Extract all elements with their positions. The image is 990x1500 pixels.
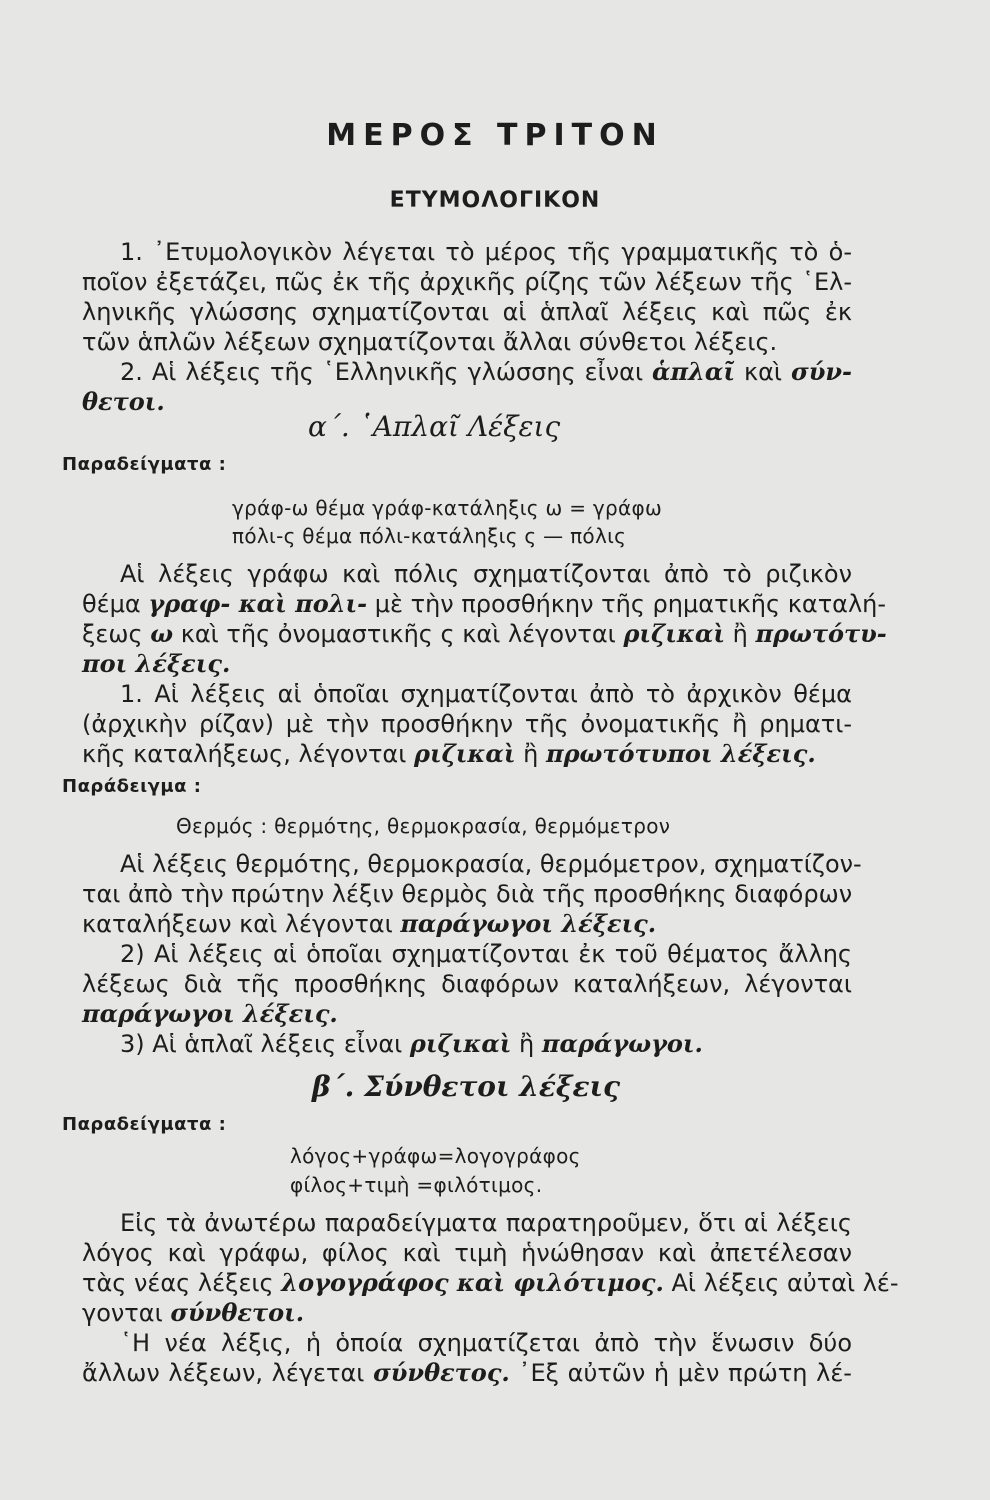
para5-line2: ται ἀπὸ τὴν πρώτην λέξιν θερμὸς διὰ τῆς προσθήκης διαφόρων xyxy=(82,880,853,908)
text: ἄλλων λέξεων, λέγεται xyxy=(82,1359,365,1387)
example-c-line2: φίλος+τιμὴ =φιλότιμος. xyxy=(290,1173,543,1197)
text: ἢ xyxy=(519,1030,535,1058)
text: κῆς καταλήξεως, λέγονται xyxy=(82,740,407,768)
subsection-a-heading: α΄. ῾Απλαῖ Λέξεις xyxy=(308,410,561,443)
italic-term: ω xyxy=(150,619,174,648)
text: γονται xyxy=(82,1299,163,1327)
text: τὰς νέας λέξεις xyxy=(82,1269,274,1297)
para3-line1: Αἱ λέξεις γράφω καὶ πόλις σχηματίζονται ἀπὸ τὸ ριζικὸν xyxy=(120,560,852,588)
para8-line1: Εἰς τὰ ἀνωτέρω παραδείγματα παρατηροῦμεν, ὅτι αἱ λέξεις xyxy=(120,1209,852,1237)
italic-term: πρωτότυποι λέξεις. xyxy=(546,739,816,768)
para6-line1: 2) Αἱ λέξεις αἱ ὁποῖαι σχηματίζονται ἐκ τοῦ θέματος ἄλλης xyxy=(120,940,852,968)
text: καὶ τῆς ὀνομαστικῆς xyxy=(180,620,433,648)
text: ξεως xyxy=(82,620,143,648)
part-title: ΜΕΡΟΣ ΤΡΙΤΟΝ xyxy=(326,118,664,153)
italic-term: σύνθετος. xyxy=(373,1358,510,1387)
example-a-line2: πόλι-ς θέμα πόλι-κατάληξις ς — πόλις xyxy=(232,524,627,548)
para3-line2 xyxy=(82,589,887,619)
para1-line2: ποῖον ἐξετάζει, πῶς ἐκ τῆς ἀρχικῆς ρίζης τῶν λέξεων τῆς ῾Ελ- xyxy=(82,268,852,296)
example-a-line1: γράφ-ω θέμα γράφ-κατάληξις ω = γράφω xyxy=(232,496,663,520)
para4-line2: (ἀρχικὴν ρίζαν) μὲ τὴν προσθήκην τῆς ὀνοματικῆς ἢ ρηματι- xyxy=(82,710,852,738)
text: καὶ xyxy=(743,358,783,386)
italic-term: παράγωγοι λέξεις. xyxy=(82,999,338,1028)
italic-term: θετοι. xyxy=(82,387,165,416)
para9-line1: ῾Η νέα λέξις, ἡ ὁποία σχηματίζεται ἀπὸ τὴν ἕνωσιν δύο xyxy=(120,1329,852,1357)
para8-line2: λόγος καὶ γράφω, φίλος καὶ τιμὴ ἡνώθησαν καὶ ἀπετέλεσαν xyxy=(82,1239,852,1267)
text: θέμα xyxy=(82,590,141,618)
italic-term: ἁπλαῖ xyxy=(652,357,735,386)
section-title: ΕΤΥΜΟΛΟΓΙΚΟΝ xyxy=(389,188,601,213)
text: Αἱ λέξεις αὐταὶ λέ- xyxy=(671,1269,899,1297)
italic-term: ριζικαὶ xyxy=(414,739,516,768)
italic-term: σύν- xyxy=(791,357,852,386)
italic-term: λογογράφος καὶ φιλότιμος. xyxy=(281,1268,664,1297)
italic-term: ριζικαὶ xyxy=(623,619,725,648)
italic-term: σύνθετοι. xyxy=(170,1298,305,1327)
para1-line4: τῶν ἁπλῶν λέξεων σχηματίζονται ἄλλαι σύνθετοι λέξεις. xyxy=(82,328,778,356)
text: ἢ xyxy=(732,620,748,648)
italic-term: πρωτότυ- xyxy=(755,619,887,648)
examples-label-1: Παραδείγματα : xyxy=(62,454,227,475)
text: ς καὶ λέγονται xyxy=(440,620,616,648)
para9-line2 xyxy=(82,1358,852,1388)
subsection-b-heading: β΄. Σύνθετοι λέξεις xyxy=(312,1070,621,1103)
para8-line3 xyxy=(82,1268,899,1298)
example-b-line: Θερμός : θερμότης, θερμοκρασία, θερμόμετρον xyxy=(176,814,671,838)
para7-line1 xyxy=(120,1029,852,1059)
text: 2. Αἱ λέξεις τῆς ῾Ελληνικῆς γλώσσης εἶναι xyxy=(120,358,644,386)
example-c-line1: λόγος+γράφω=λογογράφος xyxy=(290,1144,581,1168)
para4-line1: 1. Αἱ λέξεις αἱ ὁποῖαι σχηματίζονται ἀπὸ τὸ ἀρχικὸν θέμα xyxy=(120,680,852,708)
text: μὲ τὴν προσθήκην τῆς ρηματικῆς καταλή- xyxy=(374,590,887,618)
example-label: Παράδειγμα : xyxy=(62,776,202,797)
para5-line1: Αἱ λέξεις θερμότης, θερμοκρασία, θερμόμετρον, σχηματίζον- xyxy=(120,850,862,878)
italic-term: ποι λέξεις. xyxy=(82,649,231,678)
text: 3) Αἱ ἁπλαῖ λέξεις εἶναι xyxy=(120,1030,403,1058)
para8-line4 xyxy=(82,1298,852,1328)
examples-label-2: Παραδείγματα : xyxy=(62,1114,227,1135)
para2-line1 xyxy=(120,357,852,387)
para4-line3 xyxy=(82,739,852,769)
para3-line3 xyxy=(82,619,887,649)
para5-line3 xyxy=(82,909,852,939)
para6-line3 xyxy=(82,999,852,1029)
italic-term: ριζικαὶ xyxy=(409,1029,512,1058)
para1-line1: 1. ᾿Ετυμολογικὸν λέγεται τὸ μέρος τῆς γραμματικῆς τὸ ὁ- xyxy=(120,238,852,266)
para6-line2: λέξεως διὰ τῆς προσθήκης διαφόρων καταλήξεων, λέγονται xyxy=(82,970,852,998)
italic-term: γραφ- καὶ πολι- xyxy=(148,589,368,618)
italic-term: παράγωγοι λέξεις. xyxy=(400,909,657,938)
text: ᾿Εξ αὐτῶν ἡ μὲν πρώτη λέ- xyxy=(518,1359,852,1387)
text: ἢ xyxy=(523,740,539,768)
italic-term: παράγωγοι. xyxy=(541,1029,703,1058)
para3-line4 xyxy=(82,649,852,679)
para1-line3: ληνικῆς γλώσσης σχηματίζονται αἱ ἁπλαῖ λέξεις καὶ πῶς ἐκ xyxy=(82,298,852,326)
text: καταλήξεων καὶ λέγονται xyxy=(82,910,393,938)
